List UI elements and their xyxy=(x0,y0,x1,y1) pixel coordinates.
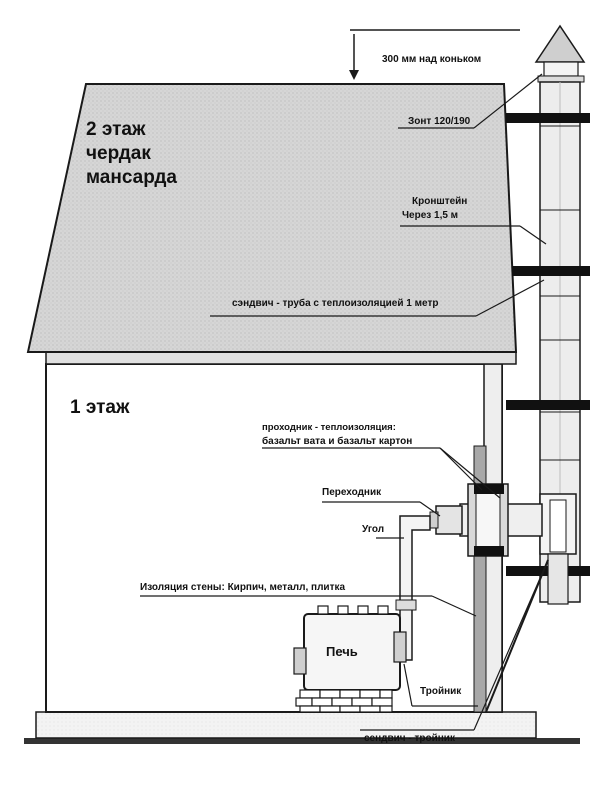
stove-door xyxy=(294,648,306,674)
umbrella-label: Зонт 120/190 xyxy=(408,116,471,127)
above-ridge-label: 300 мм над коньком xyxy=(382,54,482,65)
passthrough-plate-bottom xyxy=(474,546,504,556)
passthrough-label-line1: проходник - теплоизоляция: xyxy=(262,422,396,433)
chimney-cap xyxy=(536,26,584,62)
tee-label: Тройник xyxy=(420,686,462,697)
tee-inspection xyxy=(550,500,566,552)
adapter-label: Переходник xyxy=(322,487,382,498)
floor2-label-line3: мансарда xyxy=(86,167,177,188)
adapter xyxy=(436,506,462,534)
stove-outlet xyxy=(394,632,406,662)
cap-collar xyxy=(538,76,584,82)
sandwich-pipe-label: сэндвич - труба с теплоизоляцией 1 метр xyxy=(232,298,439,309)
bracket-label-line1: Кронштейн xyxy=(412,196,468,207)
wall-insulation-label: Изоляция стены: Кирпич, металл, плитка xyxy=(140,582,346,593)
floor2-label-line2: чердак xyxy=(86,143,151,164)
passthrough-inner xyxy=(476,490,500,550)
stove-label: Печь xyxy=(326,644,358,659)
tee-bottom xyxy=(548,554,568,604)
ridge-arrow-head xyxy=(349,70,359,80)
floor2-label-line1: 2 этаж xyxy=(86,119,146,140)
ground-line xyxy=(24,738,580,744)
cap-neck xyxy=(544,62,578,76)
sandwich-tee-label: сендвич - тройник xyxy=(364,733,455,744)
bracket-label-line2: Через 1,5 м xyxy=(402,210,459,221)
passthrough-label-line2: базальт вата и базальт картон xyxy=(262,436,413,447)
floor1-label: 1 этаж xyxy=(70,397,130,418)
foundation xyxy=(36,712,536,738)
brick-base xyxy=(296,690,392,712)
riser-joint xyxy=(396,600,416,610)
eave-board xyxy=(46,352,516,364)
elbow-label: Угол xyxy=(362,524,385,535)
